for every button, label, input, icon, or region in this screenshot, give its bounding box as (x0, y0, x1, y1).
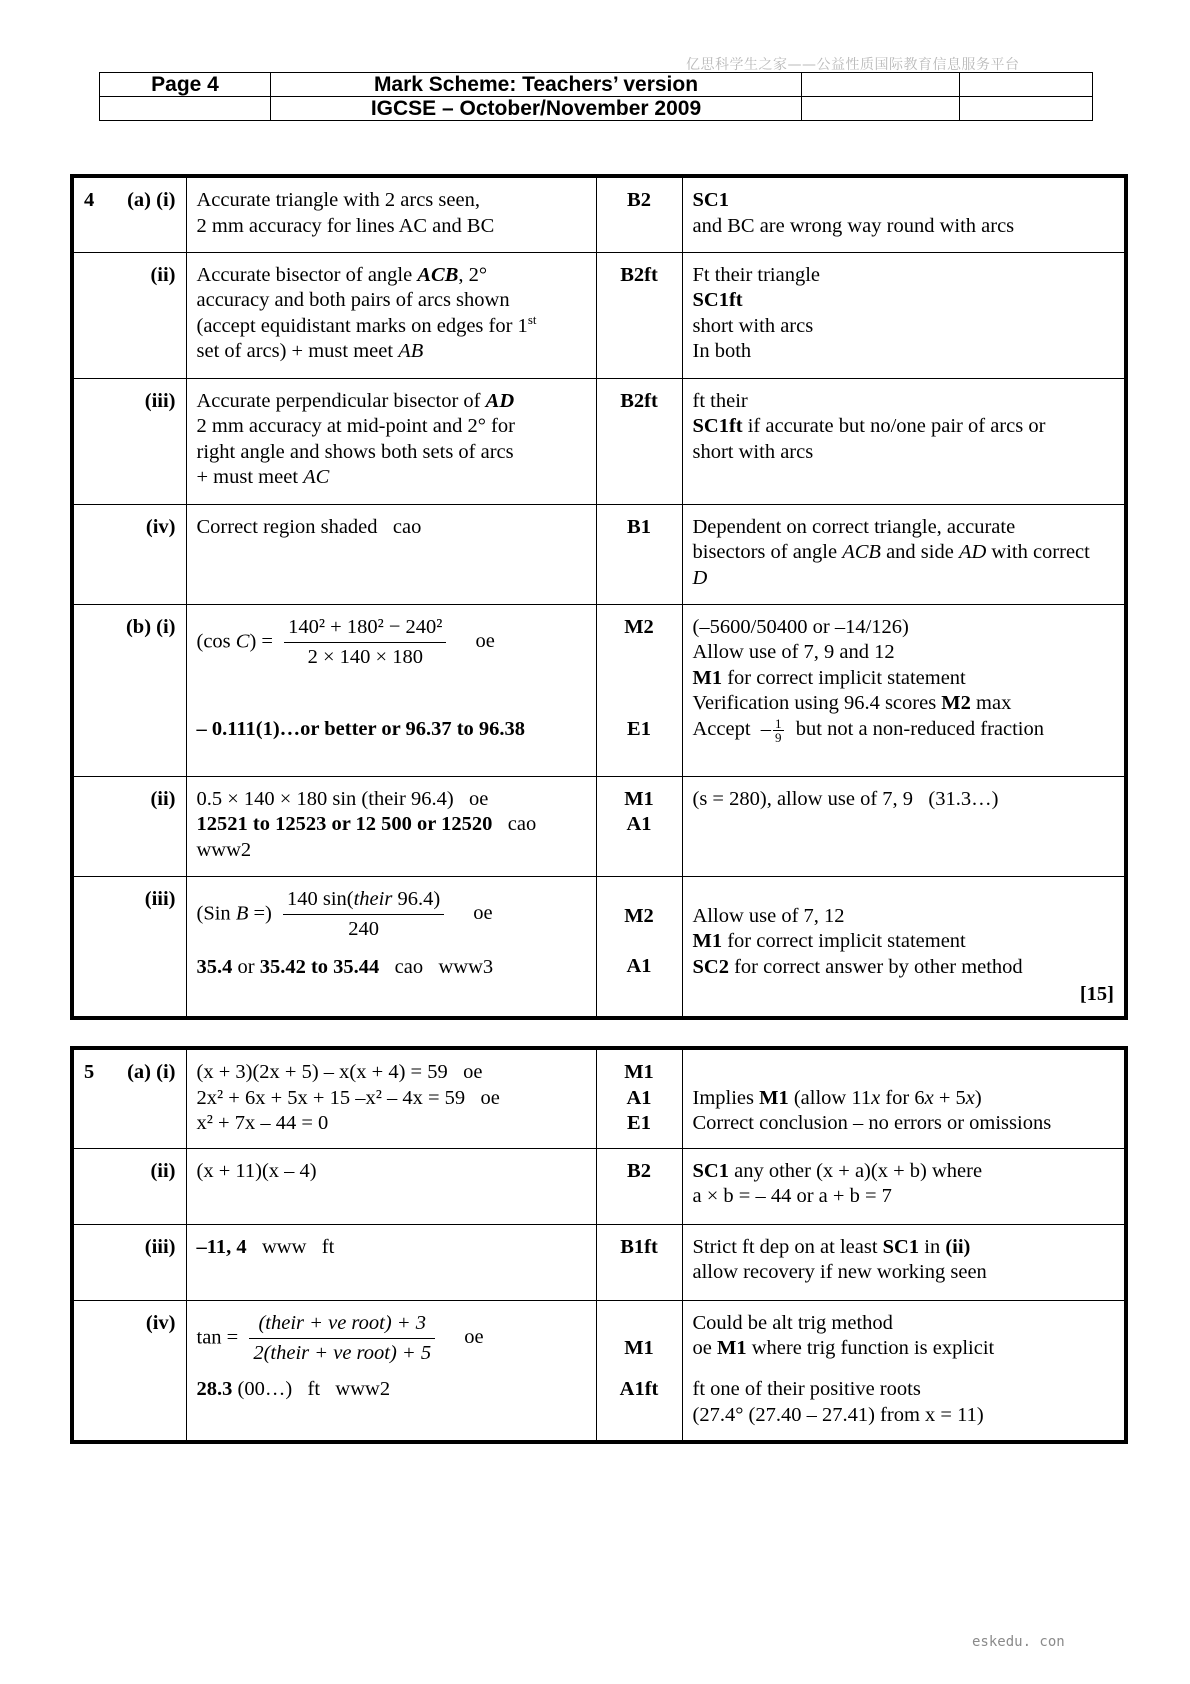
guidance-cell: (–5600/50400 or –14/126) Allow use of 7, 9 and 12 M1 for correct implicit statement Verification using 96.4 scores M2 max Accept – $\frac{1}{9}$ but not a non-reduced fraction (682, 604, 1126, 776)
table-row (72, 1048, 1126, 1148)
guidance-cell: SC1 and BC are wrong way round with arcs (682, 176, 1126, 252)
footer-site: eskedu. con (972, 1634, 1065, 1650)
cosine-fraction: $\frac{\text{140² + 180² − 240²}}{2 \times 140 \times 180}$ (284, 615, 446, 671)
part-label: (b) (i) (72, 604, 186, 776)
guidance-cell: (s = 280), allow use of 7, 9 (31.3…) (682, 776, 1126, 876)
answer-cell: Accurate triangle with 2 arcs seen, 2 mm accuracy for lines AC and BC (186, 176, 596, 252)
header-blank-4 (802, 97, 960, 121)
header-blank-2 (960, 73, 1093, 97)
part-label: (ii) (72, 252, 186, 378)
guidance-cell: Ft their triangle SC1ft short with arcs In both (682, 252, 1126, 378)
table-row (72, 604, 1126, 776)
table-row (72, 378, 1126, 504)
answer-cell: Accurate bisector of angle ACB, 2° accuracy and both pairs of arcs shown (accept equidistant marks on edges for 1st set of arcs) + must meet AB (186, 252, 596, 378)
mark-cell: B1ft (596, 1224, 682, 1300)
answer-cell: Accurate perpendicular bisector of AD 2 mm accuracy at mid-point and 2° for right angle and shows both sets of arcs + must meet AC (186, 378, 596, 504)
page-number: Page 4 (100, 73, 271, 97)
guidance-cell: Strict ft dep on at least SC1 in (ii) allow recovery if new working seen (682, 1224, 1126, 1300)
table-row (72, 1300, 1126, 1442)
table-row (72, 1148, 1126, 1224)
mark-cell: M1 A1 E1 (596, 1048, 682, 1148)
header-blank-1 (802, 73, 960, 97)
header-blank-3 (100, 97, 271, 121)
answer-cell: –11, 4 www ft (186, 1224, 596, 1300)
guidance-cell: Allow use of 7, 12 M1 for correct implicit statement SC2 for correct answer by other method [15] (682, 876, 1126, 1018)
answer-cell: (x + 11)(x – 4) (186, 1148, 596, 1224)
table-row (72, 252, 1126, 378)
part-label: (ii) (72, 1148, 186, 1224)
sine-fraction: $\frac{\text{140 sin(their 96.4)}}{240}$ (283, 887, 444, 943)
table-row (72, 176, 1126, 252)
table-row (72, 876, 1126, 1018)
part-label: 4 (a) (i) (72, 176, 186, 252)
answer-cell: (cos C) = $\frac{\text{140² + 180² − 240²}}{2 \times 140 \times 180}$ oe – 0.111(1)…or better or 96.37 to 96.38 (186, 604, 596, 776)
answer-cell: Correct region shaded cao (186, 504, 596, 604)
guidance-cell: ft their SC1ft if accurate but no/one pair of arcs or short with arcs (682, 378, 1126, 504)
page-header (99, 72, 1093, 121)
part-label: (iii) (72, 378, 186, 504)
guidance-cell: Dependent on correct triangle, accurate bisectors of angle ACB and side AD with correct D (682, 504, 1126, 604)
header-blank-5 (960, 97, 1093, 121)
table-row (72, 504, 1126, 604)
guidance-cell: SC1 any other (x + a)(x + b) where a × b = – 44 or a + b = 7 (682, 1148, 1126, 1224)
tan-fraction: $\frac{\text{(their + ve root) + 3}}{\text{2(their + ve root) + 5}}$ (249, 1311, 435, 1367)
part-label: (iv) (72, 504, 186, 604)
guidance-cell: Could be alt trig method oe M1 where trig function is explicit ft one of their positive roots (27.4° (27.40 – 27.41) from x = 11) (682, 1300, 1126, 1442)
mark-cell: M2 A1 (596, 876, 682, 1018)
part-label: (iii) (72, 1224, 186, 1300)
mark-cell: B2 (596, 1148, 682, 1224)
mark-cell: M1 A1ft (596, 1300, 682, 1442)
mark-cell: B1 (596, 504, 682, 604)
doc-subtitle: IGCSE – October/November 2009 (271, 97, 802, 121)
mark-cell: M1 A1 (596, 776, 682, 876)
answer-cell: tan = $\frac{\text{(their + ve root) + 3}}{\text{2(their + ve root) + 5}}$ oe 28.3 (00…) ft www2 (186, 1300, 596, 1442)
doc-title: Mark Scheme: Teachers’ version (271, 73, 802, 97)
table-row (72, 776, 1126, 876)
total-marks: [15] (1079, 983, 1114, 1005)
part-label: (iv) (72, 1300, 186, 1442)
answer-cell: (Sin B =) $\frac{\text{140 sin(their 96.4)}}{240}$ oe 35.4 or 35.42 to 35.44 cao www3 (186, 876, 596, 1018)
mark-cell: B2 (596, 176, 682, 252)
question-4-table (70, 174, 1128, 1020)
answer-cell: (x + 3)(2x + 5) – x(x + 4) = 59 oe 2x² + 6x + 5x + 15 –x² – 4x = 59 oe x² + 7x – 44 = 0 (186, 1048, 596, 1148)
table-row (72, 1224, 1126, 1300)
guidance-cell: Implies M1 (allow 11x for 6x + 5x) Correct conclusion – no errors or omissions (682, 1048, 1126, 1148)
mark-cell: B2ft (596, 378, 682, 504)
part-label: 5 (a) (i) (72, 1048, 186, 1148)
watermark: 亿思科学生之家——公益性质国际教育信息服务平台 (686, 57, 1020, 73)
part-label: (ii) (72, 776, 186, 876)
part-label: (iii) (72, 876, 186, 1018)
question-5-table (70, 1046, 1128, 1444)
answer-cell: 0.5 × 140 × 180 sin (their 96.4) oe 12521 to 12523 or 12 500 or 12520 cao www2 (186, 776, 596, 876)
mark-cell: M2 E1 (596, 604, 682, 776)
mark-cell: B2ft (596, 252, 682, 378)
